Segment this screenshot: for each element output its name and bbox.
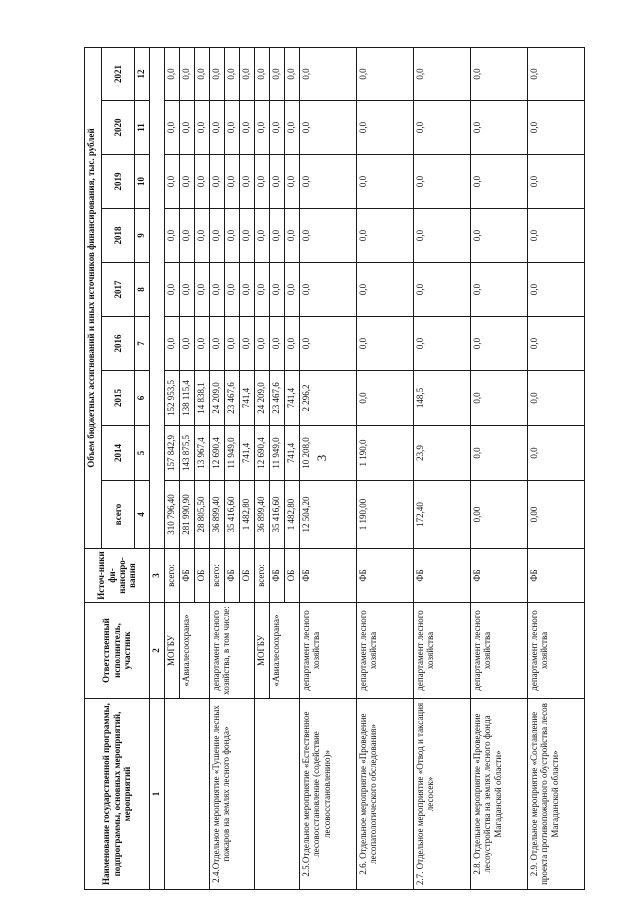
year-amount-cell: 148,5: [414, 371, 471, 426]
funding-source-cell: всего:: [255, 549, 270, 603]
year-amount-cell: 1 190,0: [357, 426, 414, 481]
year-amount-cell: 0,0: [225, 317, 240, 371]
year-amount-cell: 143 875,5: [180, 426, 195, 481]
year-amount-cell: 0,0: [225, 209, 240, 263]
table-row: [471, 47, 528, 889]
year-amount-cell: 0,0: [180, 101, 195, 155]
year-amount-cell: 0,0: [300, 209, 357, 263]
funding-source-cell: ФБ: [357, 549, 414, 603]
year-amount-cell: 0,0: [285, 263, 300, 317]
year-amount-cell: 0,0: [270, 263, 285, 317]
header-funding-group: Объем бюджетных ассигнований и иных источников финансирования, тыс. рублей: [85, 47, 102, 548]
year-amount-cell: 0,0: [240, 101, 255, 155]
year-amount-cell: 23 467,6: [225, 371, 240, 426]
funding-source-cell: ФБ: [471, 549, 528, 603]
year-amount-cell: 0,0: [195, 155, 210, 209]
year-amount-cell: 741,4: [240, 426, 255, 481]
table-row: [165, 47, 180, 889]
responsible-executor: «Авиалесоохрана»: [270, 603, 300, 699]
funding-source-cell: ОБ: [240, 549, 255, 603]
year-amount-cell: 0,0: [414, 263, 471, 317]
year-amount-cell: 0,0: [165, 317, 180, 371]
year-amount-cell: 0,0: [165, 263, 180, 317]
year-amount-cell: 11 949,0: [225, 426, 240, 481]
year-amount-cell: 0,0: [240, 317, 255, 371]
year-amount-cell: 0,0: [225, 263, 240, 317]
year-amount-cell: 0,0: [285, 317, 300, 371]
year-amount-cell: 0,0: [471, 155, 528, 209]
table-row: [300, 47, 357, 889]
column-index: 8: [135, 263, 150, 317]
funding-source-cell: ОБ: [195, 549, 210, 603]
year-amount-cell: 0,0: [240, 209, 255, 263]
column-index: 1: [150, 699, 165, 890]
year-amount-cell: 0,0: [195, 317, 210, 371]
year-amount-cell: 0,0: [270, 209, 285, 263]
activity-name: [165, 699, 210, 890]
column-index: 2: [150, 603, 165, 699]
total-amount-cell: 36 899,40: [210, 481, 225, 549]
funding-source-cell: ФБ: [414, 549, 471, 603]
year-amount-cell: 741,4: [240, 371, 255, 426]
year-amount-cell: 0,0: [300, 101, 357, 155]
year-amount-cell: 0,0: [210, 209, 225, 263]
year-amount-cell: 0,0: [285, 155, 300, 209]
year-amount-cell: 0,0: [255, 101, 270, 155]
year-amount-cell: 0,0: [270, 317, 285, 371]
column-index: 6: [135, 371, 150, 426]
year-amount-cell: 0,0: [210, 101, 225, 155]
table-row: [210, 47, 225, 889]
funding-source-cell: ОБ: [285, 549, 300, 603]
year-amount-cell: 0,0: [357, 101, 414, 155]
year-amount-cell: 23,9: [414, 426, 471, 481]
activity-name: 2.8. Отдельное мероприятие «Проведение лесоустройства на землях лесного фонда Магаданской области»: [471, 699, 528, 890]
header-total: всего: [102, 481, 135, 549]
year-amount-cell: 0,0: [165, 101, 180, 155]
total-amount-cell: 1 482,80: [240, 481, 255, 549]
rotated-landscape-sheet: [84, 48, 604, 890]
activity-name: 2.9. Отдельное мероприятие «Составление проекта противопожарного обустройства лесов Магаданской области»: [528, 699, 585, 890]
activity-name: 2.7. Отдельное мероприятие «Отвод и таксация лесосек»: [414, 699, 471, 890]
total-amount-cell: 310 796,40: [165, 481, 180, 549]
header-year: 2019: [102, 155, 135, 209]
year-amount-cell: 0,0: [255, 155, 270, 209]
year-amount-cell: 0,0: [471, 426, 528, 481]
year-amount-cell: 11 949,0: [270, 426, 285, 481]
column-index: 5: [135, 426, 150, 481]
header-year: 2017: [102, 263, 135, 317]
year-amount-cell: 741,4: [285, 371, 300, 426]
year-amount-cell: 0,0: [471, 263, 528, 317]
header-year: 2014: [102, 426, 135, 481]
activity-name: [255, 699, 300, 890]
header-name: Наименование государственной программы, подпрограммы, основных мероприятий, мероприятий: [85, 699, 150, 890]
responsible-executor: департамент лесного хозяйства: [300, 603, 357, 699]
column-index: 12: [135, 47, 150, 100]
year-amount-cell: 0,0: [180, 47, 195, 100]
year-amount-cell: 0,0: [528, 47, 585, 100]
year-amount-cell: 0,0: [300, 47, 357, 100]
activity-name: 2.4.Отдельное мероприятие «Тушение лесных пожаров на землях лесного фонда»: [210, 699, 255, 890]
column-index: 4: [135, 481, 150, 549]
year-amount-cell: 12 690,4: [210, 426, 225, 481]
year-amount-cell: 0,0: [300, 155, 357, 209]
year-amount-cell: 0,0: [357, 155, 414, 209]
total-amount-cell: 1 190,00: [357, 481, 414, 549]
header-year: 2021: [102, 47, 135, 100]
total-amount-cell: 28 805,50: [195, 481, 210, 549]
year-amount-cell: 0,0: [180, 209, 195, 263]
year-amount-cell: 2 296,2: [300, 371, 357, 426]
header-year: 2015: [102, 371, 135, 426]
year-amount-cell: 0,0: [528, 317, 585, 371]
year-amount-cell: 0,0: [285, 209, 300, 263]
year-amount-cell: 24 209,0: [255, 371, 270, 426]
year-amount-cell: 0,0: [225, 155, 240, 209]
index-row: [150, 47, 165, 889]
total-amount-cell: 172,40: [414, 481, 471, 549]
total-amount-cell: 1 482,80: [285, 481, 300, 549]
year-amount-cell: 0,0: [471, 317, 528, 371]
year-amount-cell: 0,0: [528, 209, 585, 263]
year-amount-cell: 0,0: [255, 209, 270, 263]
funding-source-cell: ФБ: [528, 549, 585, 603]
year-amount-cell: 0,0: [210, 263, 225, 317]
year-amount-cell: 0,0: [210, 47, 225, 100]
year-amount-cell: 0,0: [528, 101, 585, 155]
year-amount-cell: 152 953,5: [165, 371, 180, 426]
table-row: [357, 47, 414, 889]
header-year: 2016: [102, 317, 135, 371]
year-amount-cell: 24 209,0: [210, 371, 225, 426]
year-amount-cell: 0,0: [165, 47, 180, 100]
page-number: 3: [314, 454, 329, 462]
year-amount-cell: 12 690,4: [255, 426, 270, 481]
year-amount-cell: 0,0: [528, 371, 585, 426]
year-amount-cell: 0,0: [528, 426, 585, 481]
year-amount-cell: 0,0: [195, 263, 210, 317]
year-amount-cell: 0,0: [300, 317, 357, 371]
index-row-filler: [150, 47, 165, 548]
year-amount-cell: 0,0: [414, 101, 471, 155]
funding-source-cell: ФБ: [270, 549, 285, 603]
year-amount-cell: 0,0: [471, 371, 528, 426]
year-amount-cell: 0,0: [357, 371, 414, 426]
year-amount-cell: 14 838,1: [195, 371, 210, 426]
funding-source-cell: всего:: [210, 549, 225, 603]
year-amount-cell: 0,0: [165, 209, 180, 263]
budget-allocation-table: [84, 47, 585, 890]
year-amount-cell: 0,0: [195, 47, 210, 100]
table-row: [414, 47, 471, 889]
responsible-executor: департамент лесного хозяйства: [357, 603, 414, 699]
responsible-executor: департамент лесного хозяйства: [528, 603, 585, 699]
total-amount-cell: 35 416,60: [270, 481, 285, 549]
year-amount-cell: 0,0: [180, 263, 195, 317]
year-amount-cell: 0,0: [180, 155, 195, 209]
year-amount-cell: 0,0: [240, 47, 255, 100]
year-amount-cell: 0,0: [240, 155, 255, 209]
year-amount-cell: 138 115,4: [180, 371, 195, 426]
year-amount-cell: 0,0: [210, 155, 225, 209]
responsible-executor: департамент лесного хозяйства: [414, 603, 471, 699]
year-amount-cell: 0,0: [528, 263, 585, 317]
header-year: 2018: [102, 209, 135, 263]
total-amount-cell: 36 899,40: [255, 481, 270, 549]
responsible-executor: департамент лесного хозяйства, в том числе:: [210, 603, 255, 699]
year-amount-cell: 0,0: [210, 317, 225, 371]
year-amount-cell: 0,0: [270, 47, 285, 100]
table-row: [255, 47, 270, 889]
year-amount-cell: 0,0: [357, 317, 414, 371]
responsible-executor: МОГБУ: [165, 603, 180, 699]
year-amount-cell: 0,0: [414, 47, 471, 100]
year-amount-cell: 0,0: [225, 47, 240, 100]
funding-source-cell: ФБ: [300, 549, 357, 603]
header-funding-source: Источ-ники фи-нансиро-вания: [85, 549, 150, 603]
year-amount-cell: 0,0: [414, 209, 471, 263]
funding-source-cell: ФБ: [180, 549, 195, 603]
year-amount-cell: 0,0: [270, 155, 285, 209]
year-amount-cell: 0,0: [357, 263, 414, 317]
header-responsible: Ответственный исполнитель, участник: [85, 603, 150, 699]
year-amount-cell: 0,0: [255, 47, 270, 100]
year-amount-cell: 0,0: [357, 47, 414, 100]
year-amount-cell: 0,0: [255, 263, 270, 317]
year-amount-cell: 0,0: [357, 209, 414, 263]
year-amount-cell: 0,0: [270, 101, 285, 155]
year-amount-cell: 13 967,4: [195, 426, 210, 481]
responsible-executor: «Авиалесоохрана»: [180, 603, 210, 699]
column-index: 10: [135, 155, 150, 209]
table-row: [528, 47, 585, 889]
year-amount-cell: 0,0: [285, 47, 300, 100]
header-year: 2020: [102, 101, 135, 155]
year-amount-cell: 0,0: [195, 101, 210, 155]
total-amount-cell: 0,00: [528, 481, 585, 549]
year-amount-cell: 0,0: [225, 101, 240, 155]
funding-source-cell: ФБ: [225, 549, 240, 603]
year-amount-cell: 10 208,0: [300, 426, 357, 481]
year-amount-cell: 0,0: [165, 155, 180, 209]
year-amount-cell: 23 467,6: [270, 371, 285, 426]
year-amount-cell: 0,0: [285, 101, 300, 155]
year-amount-cell: 157 842,9: [165, 426, 180, 481]
activity-name: 2.6. Отдельное мероприятие «Проведение лесопатологического обследования»: [357, 699, 414, 890]
year-amount-cell: 0,0: [300, 263, 357, 317]
year-amount-cell: 0,0: [180, 317, 195, 371]
column-index: 11: [135, 101, 150, 155]
activity-name: 2.5.Отдельное мероприятие «Естественное лесовосстановление (содействие лесовосстановлению)»: [300, 699, 357, 890]
total-amount-cell: 35 416,60: [225, 481, 240, 549]
total-amount-cell: 12 504,20: [300, 481, 357, 549]
year-amount-cell: 0,0: [528, 155, 585, 209]
year-amount-cell: 0,0: [471, 209, 528, 263]
header-row-top: [85, 47, 102, 889]
year-amount-cell: 0,0: [195, 209, 210, 263]
year-amount-cell: 0,0: [471, 101, 528, 155]
year-amount-cell: 741,4: [285, 426, 300, 481]
total-amount-cell: 281 990,90: [180, 481, 195, 549]
column-index: 9: [135, 209, 150, 263]
year-amount-cell: 0,0: [255, 317, 270, 371]
year-amount-cell: 0,0: [471, 47, 528, 100]
year-amount-cell: 0,0: [414, 155, 471, 209]
responsible-executor: МОГБУ: [255, 603, 270, 699]
responsible-executor: департамент лесного хозяйства: [471, 603, 528, 699]
year-amount-cell: 0,0: [240, 263, 255, 317]
year-amount-cell: 0,0: [414, 317, 471, 371]
column-index: 3: [150, 549, 165, 603]
total-amount-cell: 0,00: [471, 481, 528, 549]
column-index: 7: [135, 317, 150, 371]
funding-source-cell: всего:: [165, 549, 180, 603]
